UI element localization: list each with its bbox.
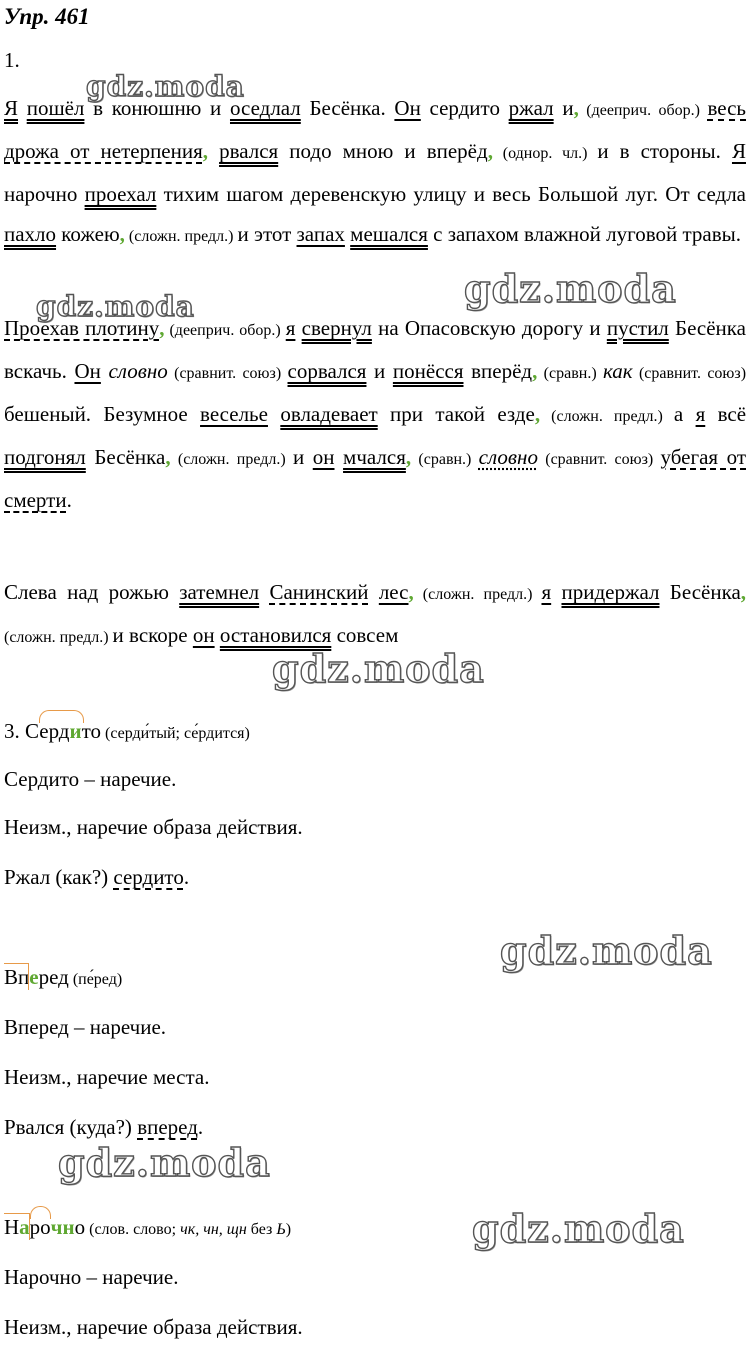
text-run: совсем — [331, 623, 399, 647]
marked-text: веселье — [200, 402, 268, 426]
text-part: 3. С — [4, 719, 40, 743]
watermark: gdz.moda — [36, 290, 195, 323]
marked-text: он — [312, 445, 335, 469]
text-run: и — [292, 445, 313, 469]
text-run: в конюшню и — [84, 96, 230, 120]
marked-text: , — [119, 222, 125, 246]
marked-text: , — [740, 580, 747, 604]
text-line — [4, 862, 189, 892]
text-part: (слов. слово; — [85, 1221, 181, 1238]
text-part: ерд — [39, 719, 70, 743]
marked-text: весь дрожа от нетерпения — [4, 96, 746, 163]
marked-text: как — [603, 359, 633, 383]
root-part — [30, 1215, 51, 1239]
prefix-part — [4, 965, 29, 989]
marked-text: запах — [296, 222, 345, 246]
note: (серди́тый; се́рдится) — [101, 725, 250, 742]
marked-text: я — [285, 316, 296, 340]
marked-text: придержал — [561, 580, 660, 604]
watermark: gdz.moda — [472, 1206, 685, 1251]
marked-text: Я — [731, 139, 746, 163]
marked-text: , — [534, 402, 541, 426]
marked-text: лес — [378, 580, 409, 604]
marked-text: он — [192, 623, 215, 647]
marked-text: проехал — [84, 182, 157, 206]
paragraph-1 — [4, 88, 746, 257]
text-part: Рвался (куда?) — [4, 1115, 138, 1139]
marked-text: я — [541, 580, 552, 604]
text-part: ) — [285, 1221, 292, 1238]
exercise-title: Упр. 461 — [4, 4, 90, 29]
marked-text: (дееприч. обор.) — [578, 102, 708, 119]
marked-text: овладевает — [280, 402, 378, 426]
text-run: Слева над рожью — [4, 580, 180, 604]
text-part: Вп — [4, 965, 30, 989]
marked-text: понёсся — [392, 359, 464, 383]
marked-text: (сравнит. союз) — [537, 451, 661, 468]
vowel-highlight: е — [29, 965, 39, 989]
marked-text: (сравнит. союз) — [632, 365, 747, 382]
text-run — [208, 139, 219, 163]
marked-text: пошёл — [26, 96, 85, 120]
marked-text: словно — [108, 359, 168, 383]
prefix-part — [4, 1215, 30, 1239]
marked-text: подгонял — [4, 445, 86, 469]
marked-text: (сложн. предл.) — [413, 586, 542, 603]
marked-text: рвался — [219, 139, 279, 163]
text-run — [18, 96, 27, 120]
watermark: gdz.moda — [272, 646, 485, 691]
underlined-word: вперед — [137, 1115, 198, 1139]
note — [85, 1221, 291, 1238]
marked-text: (сложн. предл.) — [4, 629, 113, 646]
prefix-mark-icon — [4, 963, 29, 990]
marked-text: Он — [394, 96, 421, 120]
text-run: тихим шагом деревенскую улицу и весь Большой луг. От седла — [156, 182, 746, 206]
text-part: о — [74, 1215, 86, 1239]
text-part: ро — [29, 1215, 51, 1239]
text-run: Бесёнка вскачь. — [4, 316, 747, 383]
text-run — [551, 580, 561, 604]
vowel-highlight: а — [19, 1215, 30, 1239]
marked-text: мешался — [350, 222, 428, 246]
text-part: чк, чн, щн — [180, 1221, 247, 1238]
marked-text: (сравн.) — [411, 451, 479, 468]
marked-text: Он — [74, 359, 101, 383]
text-run: кожею — [56, 222, 120, 246]
marked-text: пустил — [606, 316, 669, 340]
text-part: то — [81, 719, 102, 743]
word-analysis-serdito — [4, 716, 250, 749]
letter-highlight: чн — [50, 1215, 75, 1239]
text-line: Вперед – наречие. — [4, 1015, 167, 1039]
text-run: и — [553, 96, 574, 120]
marked-text: (однор. чл.) — [492, 145, 598, 162]
watermark: gdz.moda — [500, 928, 713, 973]
text-run — [268, 402, 280, 426]
marked-text: (сложн. предл.) — [170, 451, 293, 468]
text-run — [369, 580, 379, 604]
word-analysis-narochno — [4, 1212, 291, 1245]
marked-text: (сложн. предл.) — [124, 228, 238, 245]
root-mark-icon — [30, 1206, 51, 1219]
text-run: и в стороны. — [597, 139, 732, 163]
text-run: всё — [705, 402, 747, 426]
text-part: ред — [38, 965, 69, 989]
underlined-word: сердито — [113, 865, 184, 889]
text-run: и этот — [237, 222, 297, 246]
root-mark-icon — [39, 710, 83, 723]
marked-text: остановился — [219, 623, 332, 647]
text-part: . — [197, 1115, 204, 1139]
marked-text: , — [408, 580, 414, 604]
text-line: Нарочно – наречие. — [4, 1265, 179, 1289]
text-part: Ржал (как?) — [4, 865, 114, 889]
text-part: Ь — [276, 1221, 286, 1238]
text-run: а — [673, 402, 696, 426]
marked-text: , — [573, 96, 579, 120]
text-run: Бесёнка. — [300, 96, 395, 120]
text-run: с запахом влажной луговой травы. — [427, 222, 742, 246]
marked-text: (сравн.) — [537, 365, 603, 382]
watermark: gdz.moda — [86, 70, 245, 103]
marked-text: затемнел — [179, 580, 260, 604]
marked-text: , — [165, 445, 171, 469]
text-line: Неизм., наречие образа действия. — [4, 1315, 303, 1339]
marked-text: , — [405, 445, 412, 469]
root-part — [39, 719, 81, 743]
marked-text: сорвался — [287, 359, 367, 383]
marked-text: Я — [4, 96, 19, 120]
text-run: и вскоре — [112, 623, 193, 647]
marked-text: убегая от смерти — [4, 445, 746, 512]
text-run: бешеный. Безумное — [4, 402, 201, 426]
marked-text: мчался — [343, 445, 406, 469]
prefix-mark-icon — [4, 1213, 30, 1240]
text-run: . — [66, 488, 72, 512]
text-line — [4, 1112, 203, 1142]
text-line: Неизм., наречие образа действия. — [4, 815, 303, 839]
text-run: вперёд — [463, 359, 533, 383]
vowel-highlight: и — [69, 719, 82, 743]
marked-text: оседлал — [229, 96, 301, 120]
marked-text: , — [202, 139, 209, 163]
watermark: gdz.moda — [58, 1140, 271, 1185]
text-run: сердито — [420, 96, 509, 120]
word-analysis-vpered — [4, 962, 122, 995]
marked-text: , — [487, 139, 493, 163]
text-run: и — [366, 359, 393, 383]
marked-text: я — [695, 402, 706, 426]
marked-text: , — [159, 316, 165, 340]
text-run: при такой езде — [377, 402, 535, 426]
text-line: Сердито – наречие. — [4, 767, 177, 791]
text-line: Неизм., наречие места. — [4, 1065, 210, 1089]
text-run: подо мною и вперёд — [278, 139, 488, 163]
text-part: Н — [4, 1215, 20, 1239]
text-run: Бесёнка — [659, 580, 741, 604]
marked-text: , — [532, 359, 538, 383]
marked-text: ржал — [508, 96, 554, 120]
marked-text: (дееприч. обор.) — [164, 322, 286, 339]
marked-text: пахло — [4, 222, 57, 246]
paragraph-2 — [4, 308, 746, 520]
watermark: gdz.moda — [464, 266, 677, 311]
marked-text: Санинский — [269, 580, 369, 604]
section-number: 1. — [4, 48, 20, 72]
text-part: . — [183, 865, 190, 889]
text-run — [259, 580, 269, 604]
text-run — [335, 445, 344, 469]
note: (пе́ред) — [68, 971, 123, 988]
marked-text: словно — [478, 445, 538, 469]
marked-text: Проехав плотину — [4, 316, 160, 340]
marked-text: (сравнит. союз) — [167, 365, 288, 382]
marked-text: (сложн. предл.) — [540, 408, 674, 425]
marked-text: свернул — [301, 316, 372, 340]
text-run: на Опасовскую дорогу и — [371, 316, 607, 340]
text-run: Бесёнка — [85, 445, 166, 469]
text-run: нарочно — [4, 182, 85, 206]
text-part: без — [246, 1221, 277, 1238]
